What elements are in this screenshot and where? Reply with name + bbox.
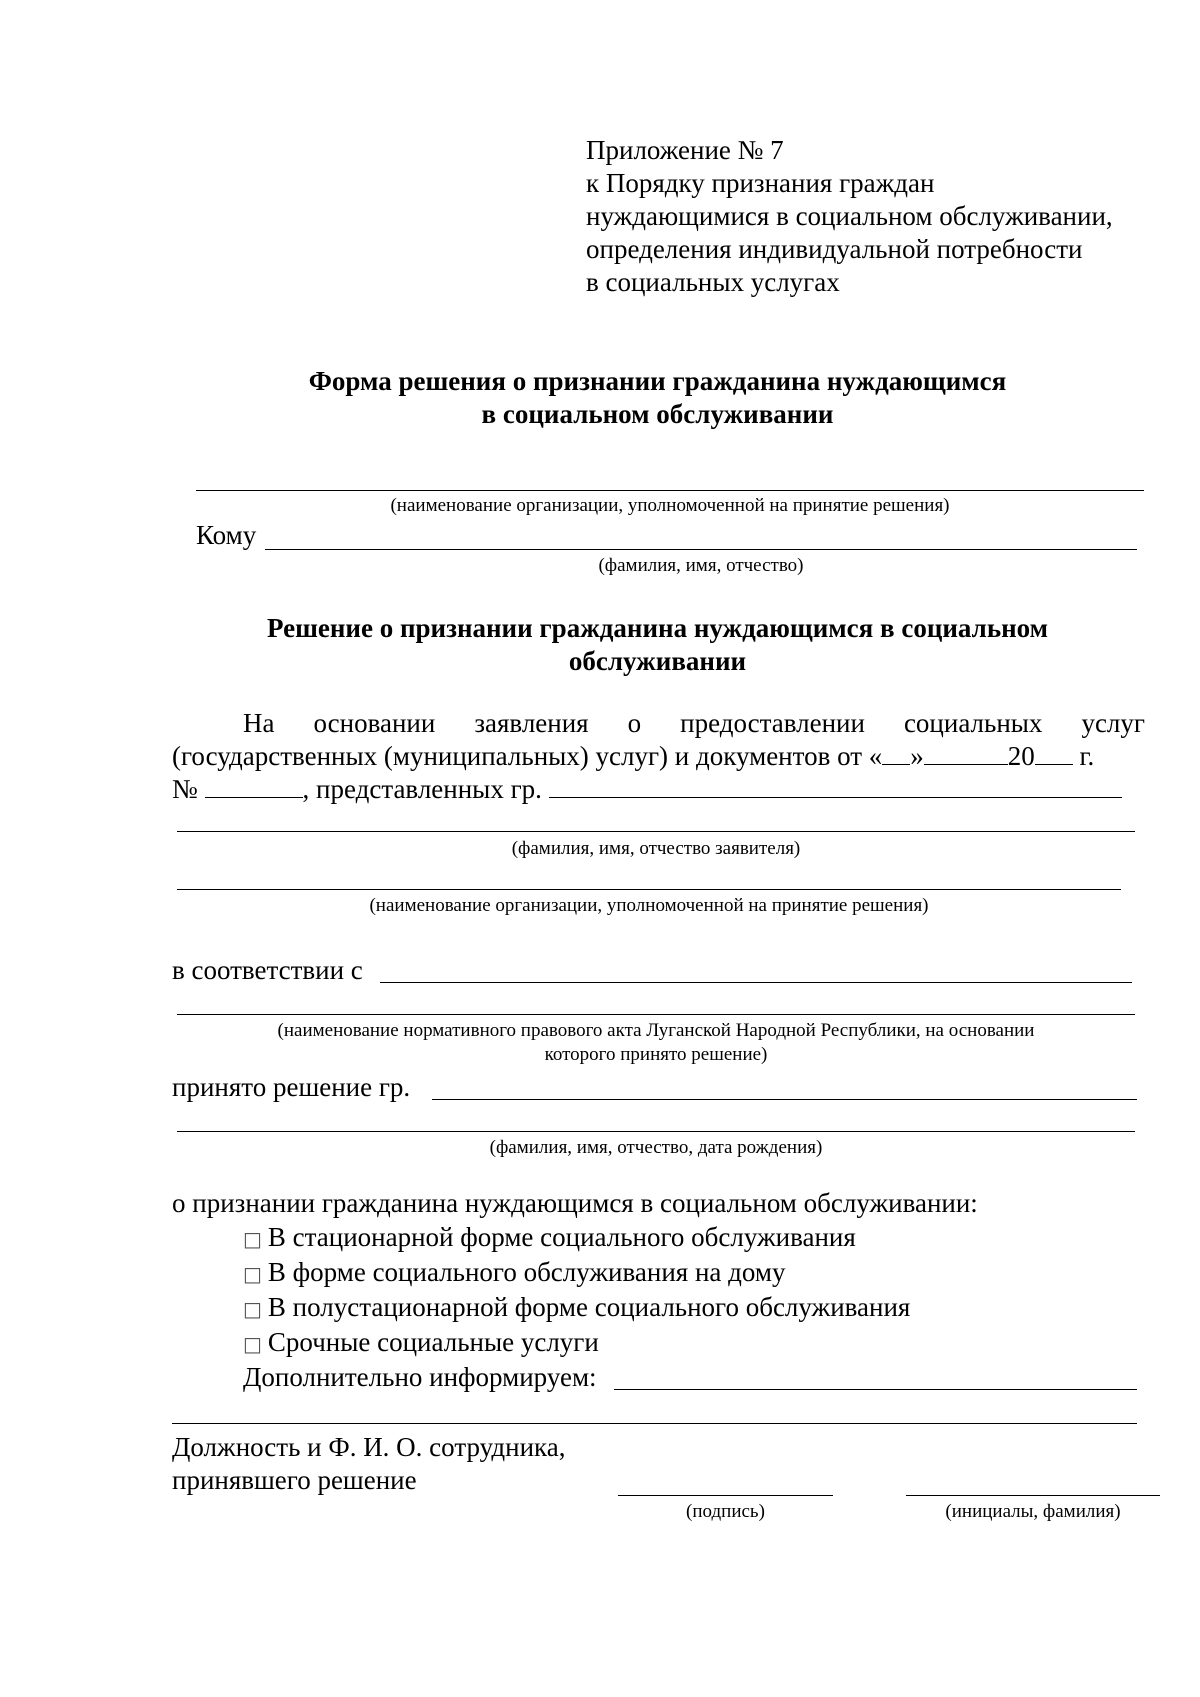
month-field[interactable] xyxy=(924,740,1008,765)
option-label: В форме социального обслуживания на дому xyxy=(267,1257,786,1287)
additional-input-line[interactable] xyxy=(614,1389,1137,1390)
option-home[interactable] xyxy=(243,1256,785,1291)
decision-input-line[interactable] xyxy=(432,1099,1137,1100)
basis-line-3 xyxy=(172,773,1122,806)
organization-caption: (наименование организации, уполномоченной на принятие решения) xyxy=(390,495,950,516)
signature-caption: (подпись) xyxy=(686,1501,765,1522)
basis-line-2 xyxy=(172,740,1094,773)
presented-text: , представленных гр. xyxy=(302,774,542,804)
organization-input-line-2[interactable] xyxy=(177,889,1121,890)
year-field[interactable] xyxy=(1035,740,1073,765)
initials-caption: (инициалы, фамилия) xyxy=(945,1501,1121,1522)
option-stationary[interactable] xyxy=(243,1221,856,1256)
form-title-line-2: в социальном обслуживании xyxy=(481,399,834,429)
recognition-text: о признании гражданина нуждающимся в социальном обслуживании: xyxy=(172,1188,978,1218)
year-suffix: г. xyxy=(1072,741,1095,771)
basis-word: услуг xyxy=(1081,708,1145,738)
quote-close: » xyxy=(910,741,924,771)
basis-word: предоставлении xyxy=(680,708,865,738)
basis-word: заявления xyxy=(474,708,589,738)
decision-label: принято решение гр. xyxy=(172,1072,411,1102)
basis-word: основании xyxy=(313,708,436,738)
day-field[interactable] xyxy=(882,740,910,765)
accordance-input-line[interactable] xyxy=(380,982,1132,983)
additional-label: Дополнительно информируем: xyxy=(243,1362,597,1392)
initials-line[interactable] xyxy=(906,1495,1160,1496)
accordance-label: в соответствии с xyxy=(172,955,363,985)
annex-line-2: к Порядку признания граждан xyxy=(586,168,935,198)
checkbox-icon[interactable]: □ xyxy=(243,1297,262,1321)
basis-line-1 xyxy=(243,707,1145,740)
act-caption-line-1: (наименование нормативного правового акта Луганской Народной Республики, на основании xyxy=(277,1020,1035,1041)
annex-line-4: определения индивидуальной потребности xyxy=(586,234,1083,264)
signer-line-2: принявшего решение xyxy=(172,1465,417,1495)
citizen-input-line[interactable] xyxy=(177,1131,1135,1132)
form-title-line-1: Форма решения о признании гражданина нуждающимся xyxy=(308,366,1007,396)
recipient-caption: (фамилия, имя, отчество) xyxy=(598,555,804,576)
basis-word: На xyxy=(243,708,275,738)
citizen-caption: (фамилия, имя, отчество, дата рождения) xyxy=(489,1137,823,1158)
annex-line-1: Приложение № 7 xyxy=(586,135,784,165)
basis-text: (государственных (муниципальных) услуг) и документов от « xyxy=(172,741,883,771)
annex-line-3: нуждающимися в социальном обслуживании, xyxy=(586,201,1113,231)
option-label: В полустационарной форме социального обслуживания xyxy=(267,1292,911,1322)
checkbox-icon[interactable]: □ xyxy=(243,1262,262,1286)
to-label: Кому xyxy=(196,520,257,550)
document-number-field[interactable] xyxy=(205,773,303,798)
additional-input-line-2[interactable] xyxy=(172,1423,1137,1424)
annex-line-5: в социальных услугах xyxy=(586,267,840,297)
option-label: Срочные социальные услуги xyxy=(267,1327,599,1357)
checkbox-icon[interactable]: □ xyxy=(243,1332,262,1356)
organization-input-line[interactable] xyxy=(196,490,1144,491)
signer-line-1: Должность и Ф. И. О. сотрудника, xyxy=(172,1432,566,1462)
decision-title-line-1: Решение о признании гражданина нуждающимся в социальном xyxy=(266,613,1049,643)
checkbox-icon[interactable]: □ xyxy=(243,1227,262,1251)
applicant-full-line[interactable] xyxy=(177,831,1135,832)
year-prefix: 20 xyxy=(1007,741,1035,771)
act-input-line[interactable] xyxy=(177,1014,1135,1015)
number-sign: № xyxy=(172,774,198,804)
applicant-caption: (фамилия, имя, отчество заявителя) xyxy=(511,838,801,859)
option-semi-stationary[interactable] xyxy=(243,1291,910,1326)
decision-title-line-2: обслуживании xyxy=(568,646,747,676)
basis-word: социальных xyxy=(903,708,1043,738)
basis-word: о xyxy=(627,708,642,738)
applicant-field[interactable] xyxy=(549,773,1122,798)
option-urgent[interactable] xyxy=(243,1326,599,1361)
act-caption-line-2: которого принято решение) xyxy=(544,1044,768,1065)
option-label: В стационарной форме социального обслуживания xyxy=(267,1222,856,1252)
recipient-input-line[interactable] xyxy=(265,549,1137,550)
signature-line[interactable] xyxy=(618,1495,833,1496)
organization-caption-2: (наименование организации, уполномоченной на принятие решения) xyxy=(369,895,929,916)
